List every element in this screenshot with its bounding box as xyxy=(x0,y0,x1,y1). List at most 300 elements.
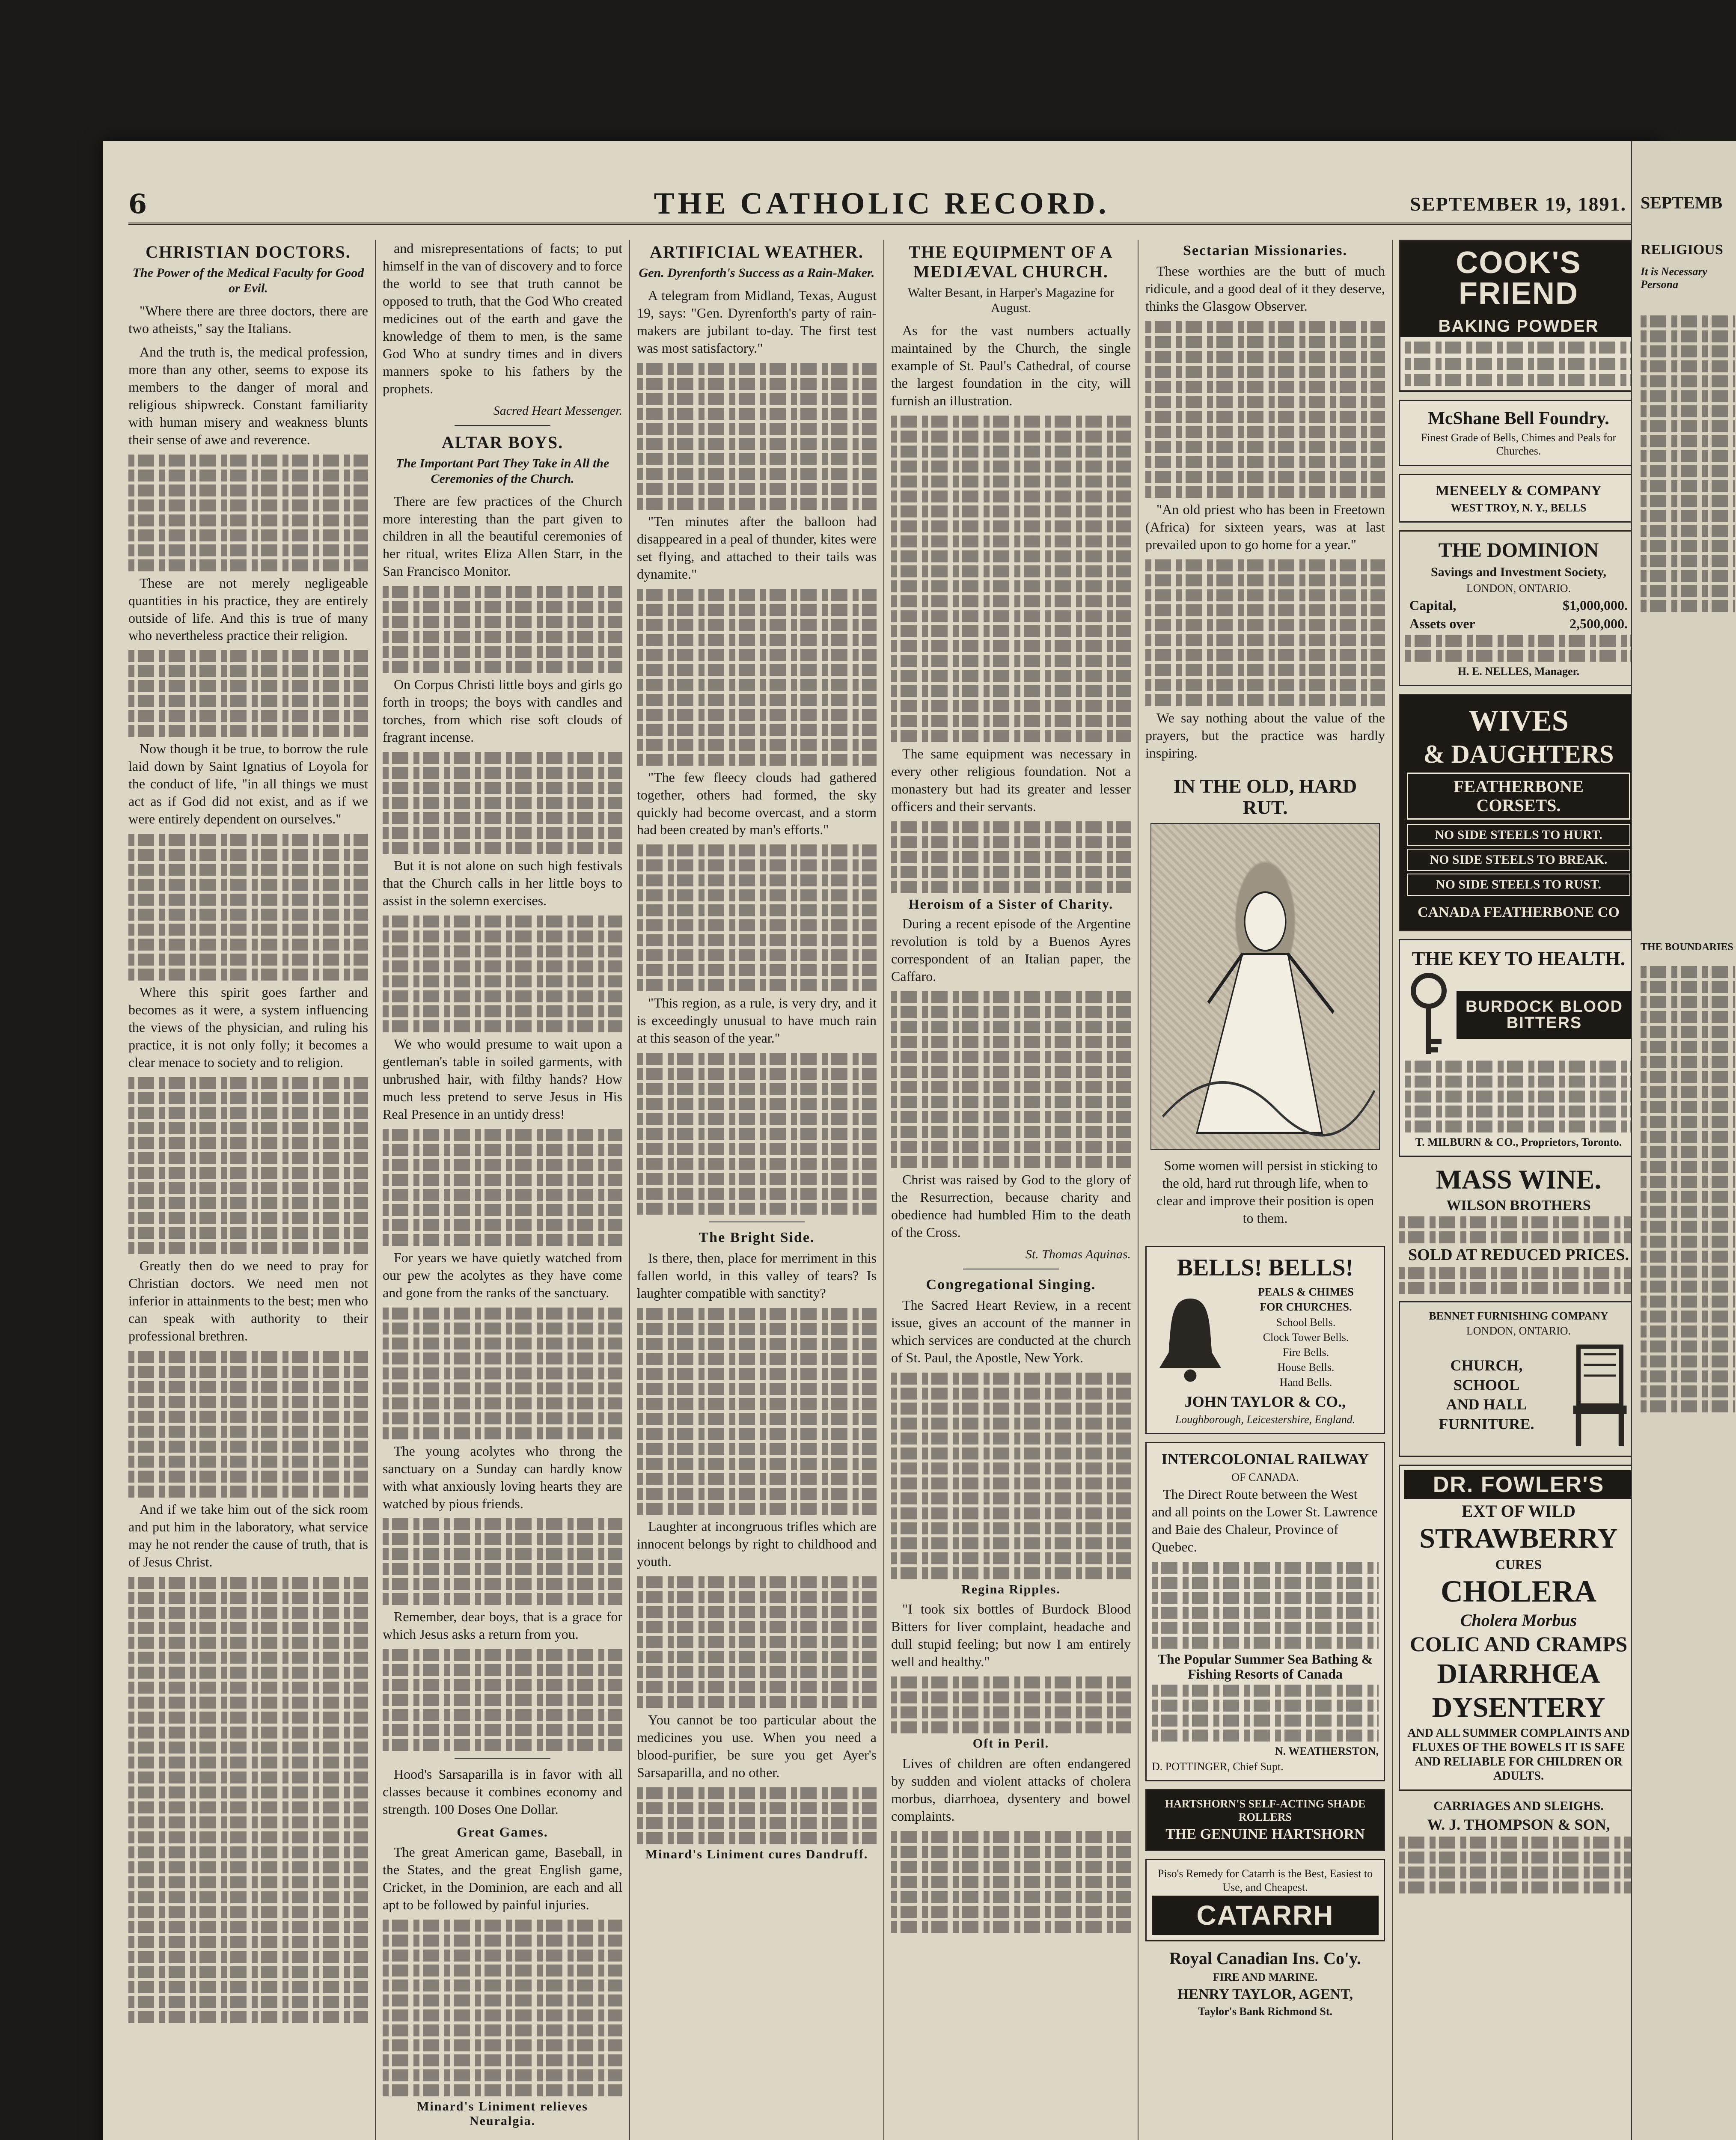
advertisement-headline: SOLD AT REDUCED PRICES. xyxy=(1408,1246,1629,1264)
illegible-text-line xyxy=(383,1709,622,1721)
illegible-text-line xyxy=(637,1832,877,1844)
article-paragraph: A telegram from Midland, Texas, August 19, says: "Gen. Dyrenforth's party of rain-makers are jubilant to-day. The first test was most satisfactory." xyxy=(637,288,877,356)
article-paragraph: "An old priest who has been in Freetown (Africa) for sixteen years, was at last prevailed upon to go home for a year." xyxy=(1145,501,1385,552)
bell-type: Clock Tower Bells. xyxy=(1263,1331,1349,1343)
illegible-text-line xyxy=(1641,1056,1735,1068)
illegible-text-line xyxy=(383,827,622,839)
illegible-text-line xyxy=(128,1486,368,1498)
column-6-advertisements xyxy=(1399,240,1638,2140)
illegible-text-line xyxy=(383,945,622,957)
illegible-text-line xyxy=(1145,619,1385,631)
illegible-text-line xyxy=(1399,1282,1638,1294)
article-paragraph: Remember, dear boys, that is a grace for which Jesus asks a return from you. xyxy=(383,1609,622,1642)
article-paragraph: Where this spirit goes farther and becomes as it were, a system influencing the views of the physician, and ruling his practice, it is not only folly; it becomes a clear menace to society and to religion. xyxy=(128,984,368,1070)
article-paragraph: Lives of children are often endangered by sudden and violent attacks of cholera morbus, diarrhoea, dysentery and bowel complaints. xyxy=(891,1755,1131,1824)
illegible-text-line xyxy=(1641,1400,1735,1412)
illegible-text-line xyxy=(637,1308,877,1320)
page-number: 6 xyxy=(128,188,147,220)
illegible-text-line xyxy=(128,864,368,876)
illegible-text-line xyxy=(383,1174,622,1186)
illegible-text-line xyxy=(128,1757,368,1768)
illegible-text-line xyxy=(637,844,877,856)
illegible-text-line xyxy=(383,797,622,809)
illegible-text-line xyxy=(128,1966,368,1978)
illegible-text-line xyxy=(383,990,622,1002)
illegible-text-line xyxy=(1405,342,1632,354)
illegible-text-line xyxy=(128,1771,368,1783)
illegible-text-line xyxy=(1145,649,1385,661)
illegible-text-line xyxy=(128,1381,368,1393)
advertisement-bennet xyxy=(1399,1301,1638,1457)
illegible-text-line xyxy=(128,1846,368,1858)
illegible-text-line xyxy=(637,1413,877,1425)
advertisement-key-to-health xyxy=(1399,939,1638,1157)
illegible-text-line xyxy=(1145,486,1385,498)
illegible-text-line xyxy=(128,1426,368,1438)
advertisement-text: The Direct Route between the West and all points on the Lower St. Lawrence and Baie des Chaleur, Province of Quebec. xyxy=(1152,1486,1378,1554)
illegible-text-line xyxy=(1641,540,1735,552)
illegible-text-line xyxy=(891,1081,1131,1093)
illegible-text-line xyxy=(891,446,1131,458)
illegible-text-line xyxy=(1145,411,1385,423)
illegible-text-line xyxy=(128,1622,368,1634)
illegible-text-line xyxy=(891,1373,1131,1385)
illegible-text-line xyxy=(891,1388,1131,1400)
illegible-text-line xyxy=(891,610,1131,622)
advertisement-line: COLIC AND CRAMPS xyxy=(1409,1632,1628,1656)
illegible-text-line xyxy=(1641,1340,1735,1352)
illegible-text-line xyxy=(1145,441,1385,453)
illegible-text-line xyxy=(128,924,368,936)
illegible-text-line xyxy=(383,1649,622,1661)
illegible-text-line xyxy=(637,619,877,631)
illegible-text-line xyxy=(1641,1101,1735,1113)
advertisement-line: HARTSHORN'S SELF-ACTING SHADE ROLLERS xyxy=(1165,1797,1366,1823)
illegible-text-line xyxy=(1405,1061,1632,1073)
advertisement-title: IN THE OLD, HARD RUT. xyxy=(1173,775,1357,819)
illegible-text-line xyxy=(891,655,1131,667)
illegible-text-line xyxy=(637,724,877,736)
illegible-text-line xyxy=(128,1242,368,1254)
illegible-text-line xyxy=(383,1679,622,1691)
illegible-text-line xyxy=(1152,1562,1379,1574)
illegible-text-line xyxy=(891,1846,1131,1858)
advertisement-line: EXT OF WILD xyxy=(1462,1501,1575,1521)
advertisement-manager: H. E. NELLES, Manager. xyxy=(1457,665,1580,678)
illegible-text-line xyxy=(128,1697,368,1709)
illegible-text-line xyxy=(1399,1867,1638,1878)
article-paragraph: And if we take him out of the sick room and put him in the laboratory, what service may he not render the cause of truth, that is of Jesus Christ. xyxy=(128,1501,368,1569)
illegible-text-line xyxy=(128,2011,368,2023)
illegible-text-line xyxy=(383,1739,622,1751)
illegible-text-line xyxy=(1405,1076,1632,1088)
furniture-type: SCHOOL xyxy=(1453,1376,1520,1394)
illegible-text-line xyxy=(891,476,1131,487)
illegible-text-line xyxy=(128,1577,368,1589)
illegible-text-line xyxy=(128,1396,368,1408)
advertisement-railway xyxy=(1145,1442,1385,1781)
illegible-text-line xyxy=(1641,1311,1735,1323)
illegible-text-line xyxy=(383,1724,622,1736)
article-heading: ALTAR BOYS. xyxy=(441,432,564,452)
illegible-text-line xyxy=(128,1996,368,2008)
illegible-text-line xyxy=(1405,635,1632,647)
illegible-text-line xyxy=(637,1098,877,1110)
illegible-text-line xyxy=(383,1219,622,1231)
illegible-text-line xyxy=(637,1443,877,1455)
illegible-text-line xyxy=(637,874,877,886)
illegible-text-line xyxy=(1641,420,1735,432)
illegible-text-line xyxy=(128,1197,368,1209)
illegible-text-line xyxy=(891,1921,1131,1933)
advertisement-title: INTERCOLONIAL RAILWAY xyxy=(1161,1450,1369,1468)
illegible-text-line xyxy=(891,881,1131,893)
illegible-text-line xyxy=(1641,1191,1735,1203)
illegible-text-line xyxy=(1641,1221,1735,1233)
illegible-text-line xyxy=(1641,480,1735,492)
illegible-text-line xyxy=(637,919,877,931)
article-paragraph: and misrepresentations of facts; to put himself in the van of discovery and to force the world to see that truth cannot be opposed to truth, that the God Who created medicines out of the earth and gave the knowledge of them to men, is the same God Who at sundry times and in divers manners spoke to his fathers by the prophets. xyxy=(383,241,622,396)
advertisement-line: FOR CHURCHES. xyxy=(1260,1301,1352,1314)
illegible-text-line xyxy=(1399,1881,1638,1893)
illegible-text-line xyxy=(637,1188,877,1200)
illegible-text-line xyxy=(637,423,877,435)
illegible-text-line xyxy=(637,498,877,510)
advertisement-maker: JOHN TAYLOR & CO., xyxy=(1184,1393,1346,1410)
illegible-text-line xyxy=(383,812,622,824)
article-paragraph: The great American game, Baseball, in the States, and the great English game, Cricket, in the Dominion, are each and all apt to be followed by painful injuries. xyxy=(383,1844,622,1912)
illegible-text-line xyxy=(1641,450,1735,462)
column-1 xyxy=(128,240,368,2140)
illegible-text-line xyxy=(128,514,368,526)
illegible-text-line xyxy=(1641,1146,1735,1158)
illegible-text-line xyxy=(891,1051,1131,1063)
illegible-text-line xyxy=(128,1936,368,1948)
illegible-text-line xyxy=(383,1020,622,1032)
illegible-text-line xyxy=(1145,381,1385,393)
illegible-text-line xyxy=(1405,1106,1632,1118)
advertisement-dr-fowler xyxy=(1399,1465,1638,1791)
illegible-text-line xyxy=(891,1537,1131,1549)
advertisement-line: CURES xyxy=(1495,1557,1542,1572)
illegible-text-line xyxy=(891,1721,1131,1733)
illegible-text-line xyxy=(1405,650,1632,662)
illegible-text-line xyxy=(128,470,368,482)
illegible-text-line xyxy=(637,589,877,601)
illegible-text-line xyxy=(1145,679,1385,691)
illegible-text-line xyxy=(637,709,877,721)
article-heading: CHRISTIAN DOCTORS. xyxy=(146,242,351,262)
illegible-text-line xyxy=(637,1802,877,1814)
illegible-text-line xyxy=(1145,336,1385,348)
illegible-text-line xyxy=(891,866,1131,878)
corset-feature: NO SIDE STEELS TO RUST. xyxy=(1407,874,1630,896)
illegible-text-line xyxy=(128,969,368,981)
article-paragraph: You cannot be too particular about the medicines you use. When you need a blood-purifier, be sure you get Ayer's Sarsaparilla, and no other. xyxy=(637,1712,877,1780)
advertisement-title: COOK'S FRIEND xyxy=(1400,241,1637,315)
article-subheading: The Power of the Medical Faculty for Good or Evil. xyxy=(132,266,364,295)
article-source: St. Thomas Aquinas. xyxy=(1025,1247,1131,1261)
illegible-text-line xyxy=(637,1458,877,1470)
corset-feature: NO SIDE STEELS TO BREAK. xyxy=(1407,849,1630,871)
illegible-text-line xyxy=(1641,435,1735,447)
article-heading: Great Games. xyxy=(457,1824,548,1840)
illegible-text-line xyxy=(128,695,368,707)
illegible-text-line xyxy=(1641,1236,1735,1248)
illegible-text-line xyxy=(1152,1700,1379,1712)
illegible-text-line xyxy=(128,1152,368,1164)
illegible-text-line xyxy=(128,1891,368,1903)
illegible-text-line xyxy=(383,2054,622,2066)
illegible-text-line xyxy=(1641,360,1735,372)
illegible-text-line xyxy=(637,483,877,495)
advertisement-bells xyxy=(1145,1246,1385,1435)
illegible-text-line xyxy=(637,1053,877,1065)
article-paragraph: "Where there are three doctors, there are two atheists," say the Italians. xyxy=(128,303,368,336)
illegible-text-line xyxy=(1641,570,1735,582)
illegible-text-line xyxy=(637,1353,877,1365)
advertisement-insurance xyxy=(1145,1949,1385,2018)
assets-label: Assets over xyxy=(1409,616,1475,632)
illegible-text-line xyxy=(383,1518,622,1530)
illegible-text-line xyxy=(383,586,622,598)
illegible-text-line xyxy=(891,1876,1131,1888)
illegible-text-line xyxy=(128,484,368,496)
bell-type: House Bells. xyxy=(1277,1361,1335,1374)
assets-value: 2,500,000. xyxy=(1570,616,1628,632)
illegible-text-line xyxy=(128,1456,368,1468)
illegible-text-line xyxy=(128,455,368,467)
article-paragraph: Christ was raised by God to the glory of the Resurrection, because charity and obedience had humbled Him to the death of the Cross. xyxy=(891,1172,1131,1240)
illegible-text-line xyxy=(637,1696,877,1708)
issue-date: SEPTEMBER 19, 1891. xyxy=(1410,193,1626,215)
article-paragraph: For years we have quietly watched from our pew the acolytes as they have come and gone from the ranks of the sanctuary. xyxy=(383,1249,622,1300)
advertisement-title: MASS WINE. xyxy=(1436,1164,1602,1195)
illegible-text-line xyxy=(1641,315,1735,327)
illegible-text-line xyxy=(383,1159,622,1171)
illegible-text-line xyxy=(1641,1206,1735,1218)
illegible-text-line xyxy=(637,754,877,766)
next-page-subheading: THE BOUNDARIES xyxy=(1641,942,1733,953)
illegible-text-line xyxy=(128,1906,368,1918)
illegible-text-line xyxy=(1641,1131,1735,1143)
illegible-text-line xyxy=(128,1366,368,1378)
illegible-text-line xyxy=(637,1143,877,1155)
newspaper-page xyxy=(103,141,1661,2140)
illegible-text-line xyxy=(891,821,1131,833)
advertisement-line: Finest Grade of Bells, Chimes and Peals for Churches. xyxy=(1421,431,1617,458)
illegible-text-line xyxy=(891,836,1131,848)
advertisement-seller: WILSON BROTHERS xyxy=(1446,1197,1591,1213)
article-subheading: The Important Part They Take in All the Ceremonies of the Church. xyxy=(395,456,609,486)
illegible-text-line xyxy=(891,1021,1131,1033)
illegible-text-line xyxy=(637,1576,877,1588)
advertisement-line: Minard's Liniment relieves Neuralgia. xyxy=(417,2099,588,2128)
article-heading: Sectarian Missionaries. xyxy=(1183,243,1348,259)
illegible-text-line xyxy=(637,1606,877,1618)
illegible-text-line xyxy=(637,1666,877,1678)
illegible-text-line xyxy=(637,664,877,676)
illegible-text-line xyxy=(128,1167,368,1179)
advertisement-product: BURDOCK BLOOD BITTERS xyxy=(1457,991,1632,1039)
illegible-text-line xyxy=(1641,1326,1735,1338)
illegible-text-line xyxy=(1641,966,1735,978)
illegible-text-line xyxy=(128,1951,368,1963)
illegible-text-line xyxy=(1641,555,1735,567)
illegible-text-line xyxy=(383,1578,622,1590)
illegible-text-line xyxy=(891,991,1131,1003)
illegible-text-line xyxy=(637,979,877,991)
illegible-text-line xyxy=(891,1462,1131,1474)
illegible-text-line xyxy=(1152,1622,1379,1634)
illegible-text-line xyxy=(637,964,877,976)
illegible-text-line xyxy=(637,1203,877,1215)
illegible-text-line xyxy=(383,1950,622,1962)
advertisement-title: & DAUGHTERS xyxy=(1423,740,1614,769)
illegible-text-line xyxy=(383,1382,622,1394)
woman-washing-illustration xyxy=(1150,823,1380,1150)
illegible-text-line xyxy=(891,431,1131,443)
advertisement-line: CHOLERA xyxy=(1440,1574,1597,1609)
column-2 xyxy=(383,240,622,2140)
illegible-text-line xyxy=(1405,358,1632,370)
illegible-text-line xyxy=(1641,1041,1735,1053)
article-paragraph: The young acolytes who throng the sanctuary on a Sunday can hardly know with what anxiously loving hearts they are watched by pious friends. xyxy=(383,1443,622,1511)
advertisement-caption: Piso's Remedy for Catarrh is the Best, Easiest to Use, and Cheapest. xyxy=(1157,1867,1373,1893)
illegible-text-line xyxy=(383,1129,622,1141)
illegible-text-line xyxy=(1145,604,1385,616)
illegible-text-line xyxy=(1641,585,1735,597)
illegible-text-line xyxy=(128,665,368,677)
advertisement-line: WEST TROY, N. Y., BELLS xyxy=(1451,501,1587,514)
illegible-text-line xyxy=(891,1522,1131,1534)
article-paragraph: The Sacred Heart Review, in a recent issue, gives an account of the manner in which services are conducted at the church of St. Paul, the Apostle, New York. xyxy=(891,1297,1131,1365)
illegible-text-line xyxy=(891,1706,1131,1718)
illegible-text-line xyxy=(1145,664,1385,676)
illegible-text-line xyxy=(1399,1837,1638,1849)
article-paragraph: These worthies are the butt of much ridicule, and a good deal of it they deserve, thinks the Glasgow Observer. xyxy=(1145,263,1385,314)
illegible-text-line xyxy=(128,1107,368,1119)
section-divider xyxy=(455,1758,550,1759)
illegible-text-line xyxy=(383,2039,622,2051)
illegible-text-line xyxy=(891,490,1131,502)
illegible-text-line xyxy=(383,646,622,658)
illegible-text-line xyxy=(637,453,877,465)
advertisement-agent: HENRY TAYLOR, AGENT, xyxy=(1177,1986,1353,2003)
column-3 xyxy=(637,240,877,2140)
illegible-text-line xyxy=(383,1144,622,1156)
advertisement-subtitle: OF CANADA. xyxy=(1231,1471,1299,1483)
illegible-text-line xyxy=(637,1383,877,1395)
illegible-text-line xyxy=(1641,996,1735,1008)
illegible-text-line xyxy=(128,1921,368,1933)
illegible-text-line xyxy=(891,625,1131,637)
article-heading: Heroism of a Sister of Charity. xyxy=(908,896,1114,912)
advertisement-address: Taylor's Bank Richmond St. xyxy=(1198,2005,1333,2018)
illegible-text-line xyxy=(637,694,877,706)
illegible-text-line xyxy=(891,1156,1131,1168)
illegible-text-line xyxy=(1152,1607,1379,1619)
illegible-text-line xyxy=(637,1083,877,1095)
advertisement-carriages xyxy=(1399,1798,1638,1893)
illegible-text-line xyxy=(383,1412,622,1424)
illegible-text-line xyxy=(637,1488,877,1500)
illegible-text-line xyxy=(383,2009,622,2021)
article-paragraph: "I took six bottles of Burdock Blood Bitters for liver complaint, headache and dull stupid feeling; but now I am entirely well and healthy." xyxy=(891,1601,1131,1670)
illegible-text-line xyxy=(1641,525,1735,537)
illegible-text-line xyxy=(128,834,368,846)
illegible-text-line xyxy=(891,1433,1131,1444)
illegible-text-line xyxy=(128,1831,368,1843)
illegible-text-line xyxy=(383,1005,622,1017)
illegible-text-line xyxy=(637,1068,877,1080)
illegible-text-line xyxy=(383,752,622,764)
article-paragraph: Is there, then, place for merriment in this fallen world, in this valley of tears? Is laughter compatible with sanctity? xyxy=(637,1250,877,1301)
illegible-text-line xyxy=(128,1592,368,1604)
bell-icon xyxy=(1152,1290,1229,1384)
illegible-text-line xyxy=(891,1676,1131,1688)
advertisement-old-hard-rut xyxy=(1145,768,1385,1238)
advertisement-title: BELLS! BELLS! xyxy=(1177,1254,1354,1281)
illegible-text-line xyxy=(128,529,368,541)
illegible-text-line xyxy=(1641,405,1735,417)
illegible-text-line xyxy=(891,520,1131,532)
illegible-text-line xyxy=(383,1234,622,1246)
advertisement-place: LONDON, ONTARIO. xyxy=(1466,1325,1571,1338)
advertisement-maker: W. J. THOMPSON & SON, xyxy=(1427,1816,1610,1833)
illegible-text-line xyxy=(1399,1267,1638,1279)
article-paragraph: We say nothing about the value of the prayers, but the practice was hardly inspiring. xyxy=(1145,710,1385,761)
pew-chair-icon xyxy=(1568,1339,1632,1450)
illegible-text-line xyxy=(891,1691,1131,1703)
illegible-text-line xyxy=(128,650,368,662)
illegible-text-line xyxy=(1641,1281,1735,1293)
illegible-text-line xyxy=(637,408,877,420)
illegible-text-line xyxy=(637,438,877,450)
illegible-text-line xyxy=(128,879,368,891)
advertisement-dominion xyxy=(1399,530,1638,686)
illegible-text-line xyxy=(128,1727,368,1739)
illegible-text-line xyxy=(383,1994,622,2006)
illegible-text-line xyxy=(891,1861,1131,1873)
illegible-text-line xyxy=(1399,1216,1638,1228)
article-paragraph: "Ten minutes after the balloon had disappeared in a peal of thunder, kites were set flying, and attached to their tails was dynamite." xyxy=(637,513,877,582)
advertisement-title: WIVES xyxy=(1468,704,1569,738)
illegible-text-line xyxy=(383,1189,622,1201)
advertisement-text: Hood's Sarsaparilla is in favor with all classes because it combines economy and strength. 100 Doses One Dollar. xyxy=(383,1766,622,1817)
illegible-text-line xyxy=(637,1817,877,1829)
illegible-text-line xyxy=(637,859,877,871)
illegible-text-line xyxy=(891,730,1131,742)
illegible-text-line xyxy=(383,2069,622,2081)
article-byline: Walter Besant, in Harper's Magazine for August. xyxy=(907,285,1115,315)
next-page-edge xyxy=(1631,141,1736,2140)
illegible-text-line xyxy=(383,1338,622,1349)
article-heading: Regina Ripples. xyxy=(961,1582,1061,1596)
advertisement-footer: AND ALL SUMMER COMPLAINTS AND FLUXES OF THE BOWELS IT IS SAFE AND RELIABLE FOR CHILDREN OR ADULTS. xyxy=(1407,1726,1630,1783)
illegible-text-line xyxy=(1641,1251,1735,1263)
illegible-text-line xyxy=(128,544,368,556)
illegible-text-line xyxy=(128,1227,368,1239)
illegible-text-line xyxy=(1641,1071,1735,1083)
illegible-text-line xyxy=(128,1411,368,1423)
illegible-text-line xyxy=(891,1891,1131,1903)
illegible-text-line xyxy=(383,2084,622,2096)
advertisement-place: Loughborough, Leicestershire, England. xyxy=(1175,1413,1356,1426)
advertisement-heading: The Popular Summer Sea Bathing & Fishing Resorts of Canada xyxy=(1157,1651,1373,1682)
illegible-text-line xyxy=(383,1204,622,1216)
illegible-text-line xyxy=(128,1876,368,1888)
